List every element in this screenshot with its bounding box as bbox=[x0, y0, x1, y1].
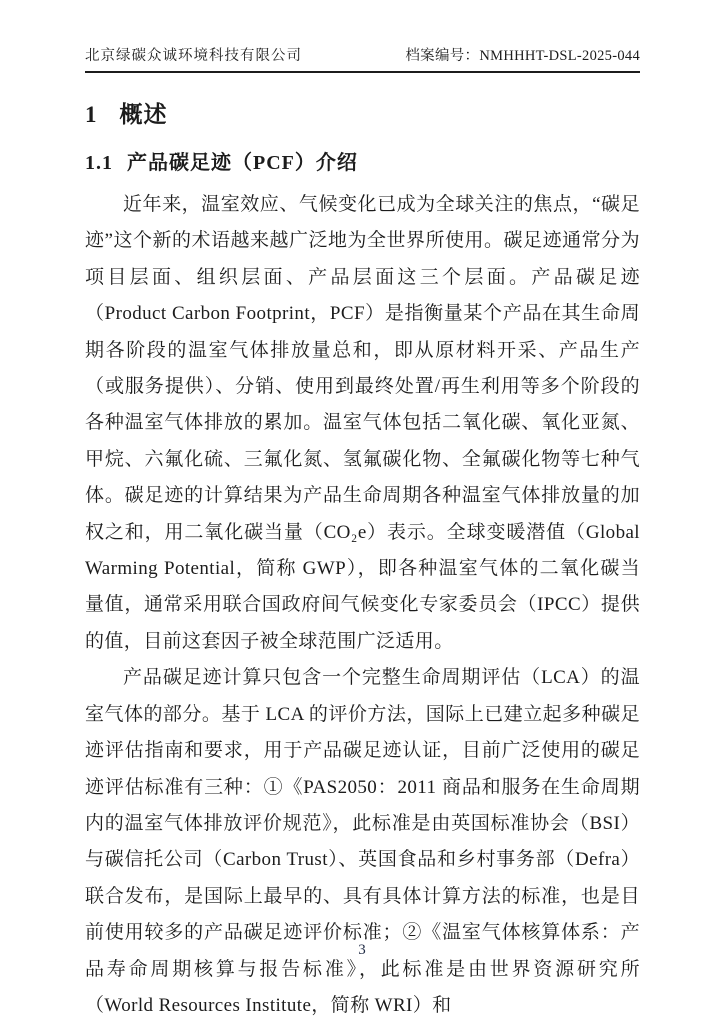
archive-number-value: NMHHHT-DSL-2025-044 bbox=[479, 48, 640, 64]
paragraph: 产品碳足迹计算只包含一个完整生命周期评估（LCA）的温室气体的部分。基于 LCA 的评价方法，国际上已建立起多种碳足迹评估指南和要求，用于产品碳足迹认证，目前广泛使用的碳足迹评估标准有三种：①《PAS2050：2011 商品和服务在生命周期内的温室气体排放评价规范》，此标准是由英国标准协会（BSI）与碳信托公司（Carbon Trust）、英国食品和乡村事务部（Defra）联合发布，是国际上最早的、具有具体计算方法的标准，也是目前使用较多的产品碳足迹评价标准；②《温室气体核算体系：产品寿命周期核算与报告标准》，此标准是由世界资源研究所（World Resources Institute，简称 WRI）和 bbox=[85, 667, 640, 1016]
subsection-heading bbox=[85, 150, 640, 176]
subsection-title: 产品碳足迹（PCF）介绍 bbox=[127, 152, 358, 174]
archive-number-field bbox=[405, 45, 640, 67]
company-name: 北京绿碳众诚环境科技有限公司 bbox=[85, 48, 302, 64]
page-header bbox=[85, 0, 640, 73]
subsection-number: 1.1 bbox=[85, 152, 113, 174]
document-body bbox=[85, 101, 640, 1024]
page-number: 3 bbox=[358, 942, 366, 958]
section-number: 1 bbox=[85, 102, 98, 127]
paragraph-block bbox=[85, 187, 640, 1024]
paragraph: 近年来，温室效应、气候变化已成为全球关注的焦点，“碳足迹”这个新的术语越来越广泛地为全世界所使用。碳足迹通常分为项目层面、组织层面、产品层面这三个层面。产品碳足迹（Product Carbon Footprint，PCF）是指衡量某个产品在其生命周期各阶段的温室气体排放量总和，即从原材料开采、产品生产（或服务提供）、分销、使用到最终处置/再生利用等多个阶段的各种温室气体排放的累加。温室气体包括二氧化碳、氧化亚氮、甲烷、六氟化硫、三氟化氮、氢氟碳化物、全氟碳化物等七种气体。碳足迹的计算结果为产品生命周期各种温室气体排放量的加权之和，用二氧化碳当量（CO₂e）表示。全球变暖潜值（Global Warming Potential，简称 GWP），即各种温室气体的二氧化碳当量值，通常采用联合国政府间气候变化专家委员会（IPCC）提供的值，目前这套因子被全球范围广泛适用。 bbox=[85, 194, 640, 652]
section-title: 概述 bbox=[119, 102, 168, 127]
archive-number-label: 档案编号： bbox=[405, 48, 480, 64]
section-heading bbox=[85, 101, 640, 129]
page-header-rule bbox=[85, 45, 640, 73]
